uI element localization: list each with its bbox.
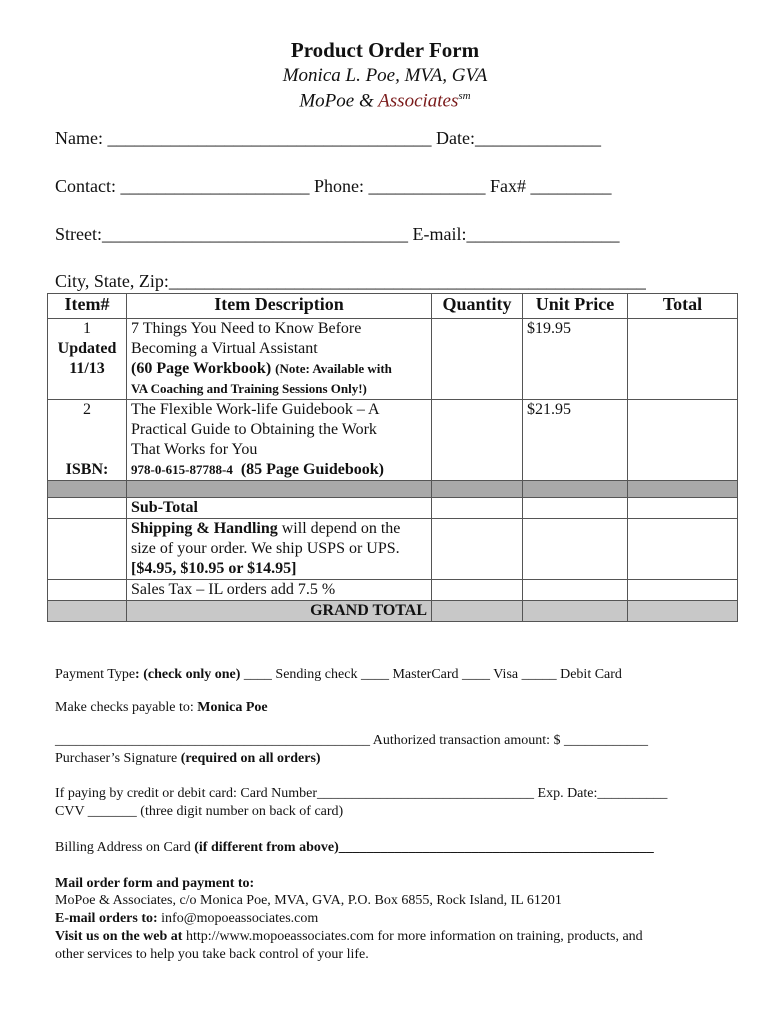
desc-line: That Works for You (131, 441, 258, 458)
email-label: E-mail orders to: (55, 911, 158, 926)
authorized-amount-line[interactable]: _____________________________________________ Authorized transaction amount: $ ____________ (55, 733, 649, 748)
name-date-field[interactable]: Name: ____________________________________ Date:______________ (55, 128, 601, 148)
desc-guidebook: (85 Page Guidebook) (240, 461, 384, 478)
checks-label: Make checks payable to: (55, 700, 198, 715)
shipping-label (127, 519, 432, 580)
subtotal-cell[interactable] (628, 498, 738, 519)
item-description (127, 319, 432, 400)
desc-line: Becoming a Virtual Assistant (131, 340, 318, 357)
desc-note: (Note: Available with (275, 361, 392, 376)
item-number (48, 400, 127, 481)
shipping-cell[interactable] (628, 519, 738, 580)
tax-row (48, 580, 738, 601)
payment-options[interactable]: ____ Sending check ____ MasterCard ____ Visa _____ Debit Card (240, 667, 622, 682)
web-text[interactable]: http://www.mopoeassociates.com for more information on training, products, and (182, 929, 643, 944)
col-quantity: Quantity (432, 294, 523, 319)
total-cell[interactable] (628, 319, 738, 400)
col-unit-price: Unit Price (523, 294, 628, 319)
billing-label: Billing Address on Card (55, 840, 195, 855)
form-subtitle: Monica L. Poe, MVA, GVA (282, 65, 488, 86)
city-state-zip-field[interactable]: City, State, Zip:_____________________________________________________ (55, 271, 646, 291)
unit-price-cell: $21.95 (523, 400, 628, 481)
item-date: 11/13 (69, 360, 105, 377)
payment-type-line[interactable] (55, 667, 622, 683)
tax-cell[interactable] (628, 580, 738, 601)
subtotal-label: Sub-Total (127, 498, 432, 519)
table-row (48, 319, 738, 400)
signature-note: (required on all orders) (180, 751, 321, 766)
signature-label: Purchaser’s Signature (55, 751, 181, 766)
item-num: 1 (83, 320, 91, 337)
table-header-row (48, 294, 738, 319)
col-description: Item Description (127, 294, 432, 319)
col-total: Total (628, 294, 738, 319)
web-label: Visit us on the web at (55, 929, 183, 944)
desc-line: The Flexible Work-life Guidebook – A (131, 401, 380, 418)
item-num: 2 (83, 401, 91, 418)
contact-phone-fax-field[interactable]: Contact: _____________________ Phone: _____________ Fax# _________ (55, 176, 612, 196)
col-item: Item# (48, 294, 127, 319)
payment-type-label: Payment Type (55, 667, 136, 682)
checks-payable-line (55, 700, 268, 716)
company-name-a: MoPoe & (299, 90, 379, 112)
item-description (127, 400, 432, 481)
grand-total-row (48, 601, 738, 622)
desc-line: 7 Things You Need to Know Before (131, 320, 362, 337)
isbn-label: ISBN: (65, 461, 109, 478)
web-line (55, 929, 643, 945)
desc-line: Practical Guide to Obtaining the Work (131, 421, 377, 438)
desc-note-cont: VA Coaching and Training Sessions Only!) (131, 381, 367, 396)
billing-address-line[interactable] (55, 840, 654, 856)
checks-payee: Monica Poe (197, 700, 268, 715)
order-table (47, 293, 738, 622)
signature-line (55, 751, 321, 767)
shipping-rates: [$4.95, $10.95 or $14.95] (131, 560, 297, 577)
total-cell[interactable] (628, 400, 738, 481)
mail-label: Mail order form and payment to: (55, 876, 255, 891)
separator-row (48, 481, 738, 498)
street-email-field[interactable]: Street:__________________________________ E-mail:_________________ (55, 224, 620, 244)
card-number-line[interactable]: If paying by credit or debit card: Card Number_______________________________ Exp. Date:__________ (55, 786, 668, 801)
billing-note: (if different from above)_____________________________________________ (194, 840, 654, 855)
subtotal-row (48, 498, 738, 519)
company-name-b: Associates (378, 90, 459, 112)
web-line-2: other services to help you take back control of your life. (55, 947, 369, 962)
mail-address: MoPoe & Associates, c/o Monica Poe, MVA, GVA, P.O. Box 6855, Rock Island, IL 61201 (55, 893, 562, 908)
quantity-cell[interactable] (432, 400, 523, 481)
email-address[interactable]: info@mopoeassociates.com (157, 911, 319, 926)
email-line (55, 911, 318, 927)
shipping-bold: Shipping & Handling (131, 520, 278, 537)
form-title: Product Order Form (290, 38, 480, 62)
unit-price-cell: $19.95 (523, 319, 628, 400)
payment-type-note: : (check only one) (135, 667, 241, 682)
grand-total-label: GRAND TOTAL (127, 601, 432, 622)
cvv-line[interactable]: CVV _______ (three digit number on back of card) (55, 804, 344, 819)
item-number (48, 319, 127, 400)
isbn-number: 978-0-615-87788-4 (131, 462, 233, 477)
shipping-row (48, 519, 738, 580)
item-updated: Updated (57, 340, 117, 357)
quantity-cell[interactable] (432, 319, 523, 400)
service-mark: sm (458, 90, 471, 102)
desc-workbook: (60 Page Workbook) (131, 360, 272, 377)
grand-total-cell[interactable] (628, 601, 738, 622)
company-name (0, 90, 770, 112)
tax-label: Sales Tax – IL orders add 7.5 % (127, 580, 432, 601)
shipping-text: will depend on the size of your order. We ship USPS or UPS. (131, 520, 401, 557)
table-row (48, 400, 738, 481)
